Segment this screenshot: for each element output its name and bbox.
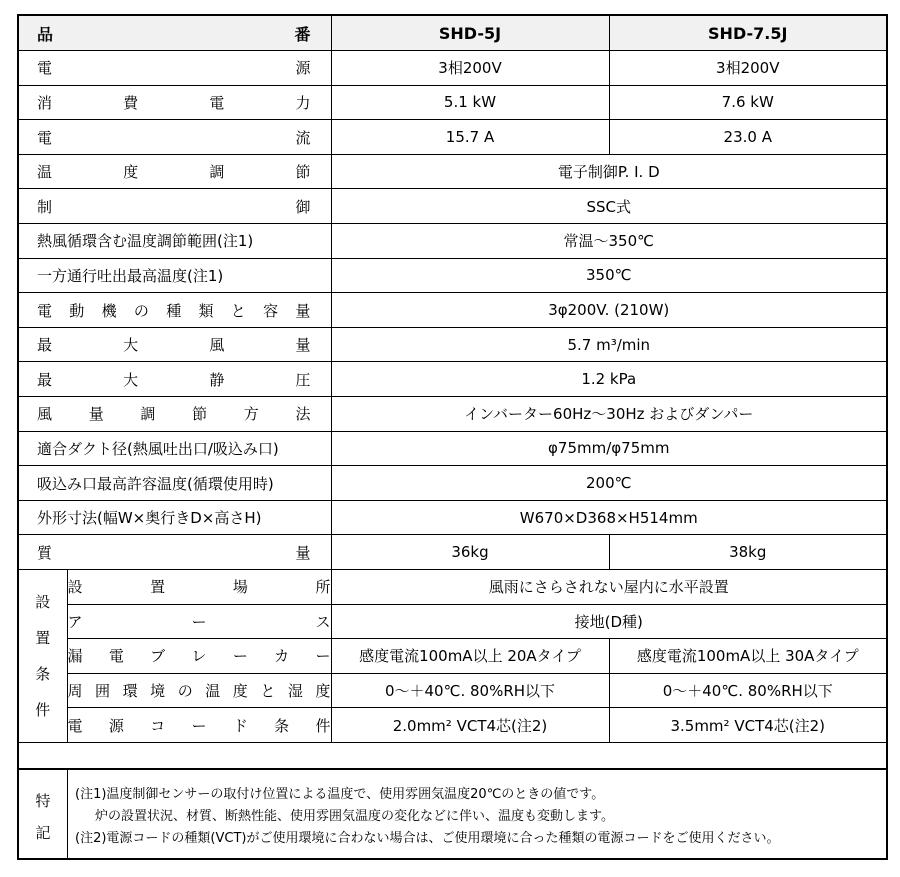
install-group-char: 条 (35, 664, 51, 683)
spec-row (19, 189, 886, 224)
spec-label-char: 調 (140, 405, 156, 424)
spec-label-char: 源 (108, 716, 124, 735)
spec-label-char: カ (274, 647, 290, 666)
spec-label (68, 611, 331, 632)
spec-row (19, 535, 886, 570)
spec-label-char: レ (191, 647, 207, 666)
spec-label-char: 機 (101, 301, 117, 320)
install-group-label (19, 570, 67, 743)
spec-row (19, 258, 886, 293)
spec-label-cell (67, 639, 331, 674)
spec-row (19, 224, 886, 259)
spec-label (37, 542, 311, 563)
spec-label (68, 680, 331, 701)
spec-label-char: 電 (108, 647, 124, 666)
spec-value-shared: 常温～350℃ (331, 224, 886, 259)
spec-label (37, 369, 311, 390)
spec-label-char: 静 (209, 370, 225, 389)
spec-label-char: 圧 (295, 370, 311, 389)
spec-row (19, 120, 886, 155)
spec-label-char: 方 (243, 405, 259, 424)
spec-label: 外形寸法(幅W×奥行きD×高さH) (37, 509, 262, 528)
spec-label-char: 制 (37, 197, 53, 216)
install-row (19, 708, 886, 743)
spec-label-cell (19, 362, 331, 397)
spec-value-shared: 200℃ (331, 466, 886, 501)
spec-label-cell (19, 327, 331, 362)
spec-value-model-b: 3.5mm² VCT4芯(注2) (609, 708, 886, 743)
spec-label-char: 流 (295, 128, 311, 147)
spec-label-char: 境 (150, 682, 166, 701)
spec-value-shared: 5.7 m³/min (331, 327, 886, 362)
spec-table (19, 16, 886, 743)
spec-label: 適合ダクト径(熱風吐出口/吸込み口) (37, 439, 279, 458)
spec-row (19, 51, 886, 86)
spec-label (68, 715, 331, 736)
spec-label (37, 127, 311, 148)
spec-label-cell (19, 293, 331, 328)
install-group-char: 置 (35, 628, 51, 647)
note-line: (注1)温度制御センサーの取付け位置による温度で、使用雰囲気温度20℃のときの値です。 (75, 787, 605, 802)
spec-label-char: ー (232, 647, 248, 666)
spec-label-char: 大 (123, 370, 139, 389)
spec-label (37, 403, 311, 424)
note-line: (注2)電源コードの種類(VCT)がご使用環境に合わない場合は、ご使用環境に合った種類の電源コードをご使用ください。 (75, 831, 780, 846)
install-row (19, 570, 886, 605)
spec-label-char: 漏 (67, 647, 83, 666)
spec-label-char: 置 (150, 578, 166, 597)
spec-label-char: 類 (198, 301, 214, 320)
install-group-char: 件 (35, 700, 51, 719)
spec-label-char: ー (191, 716, 207, 735)
spec-value-shared: 風雨にさらされない屋内に水平設置 (331, 570, 886, 605)
spec-label-cell (19, 120, 331, 155)
spec-label-char: の (133, 301, 149, 320)
spec-label-cell (19, 431, 331, 466)
spec-label-char: 大 (123, 336, 139, 355)
spec-value-shared: インバーター60Hz～30Hz およびダンパー (331, 397, 886, 432)
spec-value-model-b: 感度電流100mA以上 30Aタイプ (609, 639, 886, 674)
spec-label-char: 電 (67, 716, 83, 735)
spec-label-char: ー (315, 647, 331, 666)
spec-label-char: 電 (209, 93, 225, 112)
spec-row (19, 362, 886, 397)
spec-label-cell (67, 673, 331, 708)
spec-label-char: 量 (295, 543, 311, 562)
spec-label-char: 場 (232, 578, 248, 597)
spec-label-char: 温 (37, 163, 53, 182)
spec-label-char: 電 (37, 59, 53, 78)
spec-value-model-b: 0～＋40℃. 80%RH以下 (609, 673, 886, 708)
spec-value-model-a: 5.1 kW (331, 85, 609, 120)
spec-value-model-a: 感度電流100mA以上 20Aタイプ (331, 639, 609, 674)
header-label-right: 番 (294, 24, 311, 44)
spec-label (37, 161, 311, 182)
spec-label-char: ス (315, 612, 331, 631)
spec-row (19, 327, 886, 362)
spec-label-char: 法 (295, 405, 311, 424)
spec-label-char: 度 (315, 682, 331, 701)
spec-label (37, 196, 311, 217)
spec-label-char: 所 (315, 578, 331, 597)
spec-table-body (19, 16, 886, 742)
install-row (19, 604, 886, 639)
spec-label-char: 量 (295, 301, 311, 320)
spec-label: 吸込み口最高許容温度(循環使用時) (37, 474, 274, 493)
spec-value-shared: 接地(D種) (331, 604, 886, 639)
spec-label-char: 節 (295, 163, 311, 182)
spec-value-shared: 電子制御P. I. D (331, 154, 886, 189)
spec-row (19, 397, 886, 432)
spec-label-char: 風 (209, 336, 225, 355)
spec-label-char: 風 (37, 405, 53, 424)
notes-section (19, 768, 886, 860)
spec-value-model-b: 3相200V (609, 51, 886, 86)
spec-label-char: ブ (150, 647, 166, 666)
spec-label (37, 334, 311, 355)
notes-heading-char: 記 (35, 824, 51, 842)
spec-label: 一方通行吐出最高温度(注1) (37, 266, 224, 285)
spec-label (68, 576, 331, 597)
spec-label-char: 動 (69, 301, 85, 320)
spec-label-cell (19, 466, 331, 501)
spec-value-model-a: 36kg (331, 535, 609, 570)
header-label-left: 品 (37, 24, 54, 44)
model-a-header: SHD-5J (331, 16, 609, 51)
spec-value-model-b: 38kg (609, 535, 886, 570)
spec-label-char: 量 (295, 336, 311, 355)
spec-label-char: コ (150, 716, 166, 735)
spec-value-model-a: 0～＋40℃. 80%RH以下 (331, 673, 609, 708)
spec-label-cell (19, 500, 331, 535)
spec-label: 熱風循環含む温度調節範囲(注1) (37, 232, 254, 251)
header-label-cell (19, 16, 331, 51)
install-row (19, 673, 886, 708)
spec-value-model-b: 7.6 kW (609, 85, 886, 120)
install-group-char: 設 (35, 592, 51, 611)
spec-label-char: 電 (37, 301, 53, 320)
spec-value-model-a: 3相200V (331, 51, 609, 86)
header-row (19, 16, 886, 51)
spec-label-char: 消 (37, 93, 53, 112)
spec-label-char: 条 (274, 716, 290, 735)
spec-label-char: 量 (88, 405, 104, 424)
spec-label-char: 容 (263, 301, 279, 320)
spec-label-char: 件 (315, 716, 331, 735)
spec-label-char: の (177, 682, 193, 701)
spec-label-char: 電 (37, 128, 53, 147)
spec-label-char: 調 (209, 163, 225, 182)
spec-sheet (17, 14, 888, 860)
spec-label-cell (19, 535, 331, 570)
spec-label-cell (67, 570, 331, 605)
notes-heading-char: 特 (35, 792, 51, 810)
spec-label-cell (67, 708, 331, 743)
spec-label-char: 周 (67, 682, 83, 701)
spec-label-cell (19, 397, 331, 432)
spec-label (68, 645, 331, 666)
spec-label-char: 節 (192, 405, 208, 424)
spec-label-char: ド (232, 716, 248, 735)
spec-label-char: 源 (295, 59, 311, 78)
note-line: 炉の設置状況、材質、断熱性能、使用雰囲気温度の変化などに伴い、温度も変動します。 (95, 809, 614, 824)
spec-label-char: と (230, 301, 246, 320)
spec-label-cell (19, 189, 331, 224)
spec-label-char: 設 (67, 578, 83, 597)
spec-label-cell (19, 85, 331, 120)
spec-label (37, 300, 311, 321)
spec-label-char: 質 (37, 543, 53, 562)
spec-value-shared: W670×D368×H514mm (331, 500, 886, 535)
spec-value-shared: φ75mm/φ75mm (331, 431, 886, 466)
spec-label-char: 湿 (287, 682, 303, 701)
spec-label (37, 92, 311, 113)
spec-label-char: 最 (37, 336, 53, 355)
spec-label-char: 度 (232, 682, 248, 701)
spec-value-shared: 350℃ (331, 258, 886, 293)
spec-row (19, 466, 886, 501)
spec-row (19, 500, 886, 535)
spec-row (19, 154, 886, 189)
spec-label-char: ア (67, 612, 83, 631)
notes-heading (19, 770, 68, 860)
spec-value-shared: SSC式 (331, 189, 886, 224)
spec-label-cell (19, 258, 331, 293)
notes-body (75, 784, 885, 850)
spec-value-model-a: 2.0mm² VCT4芯(注2) (331, 708, 609, 743)
spec-label-cell (19, 51, 331, 86)
spec-row (19, 85, 886, 120)
spec-value-model-a: 15.7 A (331, 120, 609, 155)
spec-label-char: 度 (123, 163, 139, 182)
spec-label (37, 57, 311, 78)
spec-row (19, 431, 886, 466)
spec-label-char: 囲 (95, 682, 111, 701)
spec-label-char: 温 (205, 682, 221, 701)
spec-label-char: 費 (123, 93, 139, 112)
spec-label-char: 御 (295, 197, 311, 216)
spec-label-char: 最 (37, 370, 53, 389)
spec-label-char: 力 (295, 93, 311, 112)
spec-label-cell (19, 154, 331, 189)
spec-label-cell (67, 604, 331, 639)
spec-value-shared: 1.2 kPa (331, 362, 886, 397)
spec-value-model-b: 23.0 A (609, 120, 886, 155)
spec-value-shared: 3φ200V. (210W) (331, 293, 886, 328)
spec-label-char: ー (191, 612, 207, 631)
spec-label-char: 種 (166, 301, 182, 320)
install-row (19, 639, 886, 674)
spec-label-cell (19, 224, 331, 259)
spec-label-char: 環 (122, 682, 138, 701)
model-b-header: SHD-7.5J (609, 16, 886, 51)
spec-label-char: と (260, 682, 276, 701)
spec-row (19, 293, 886, 328)
